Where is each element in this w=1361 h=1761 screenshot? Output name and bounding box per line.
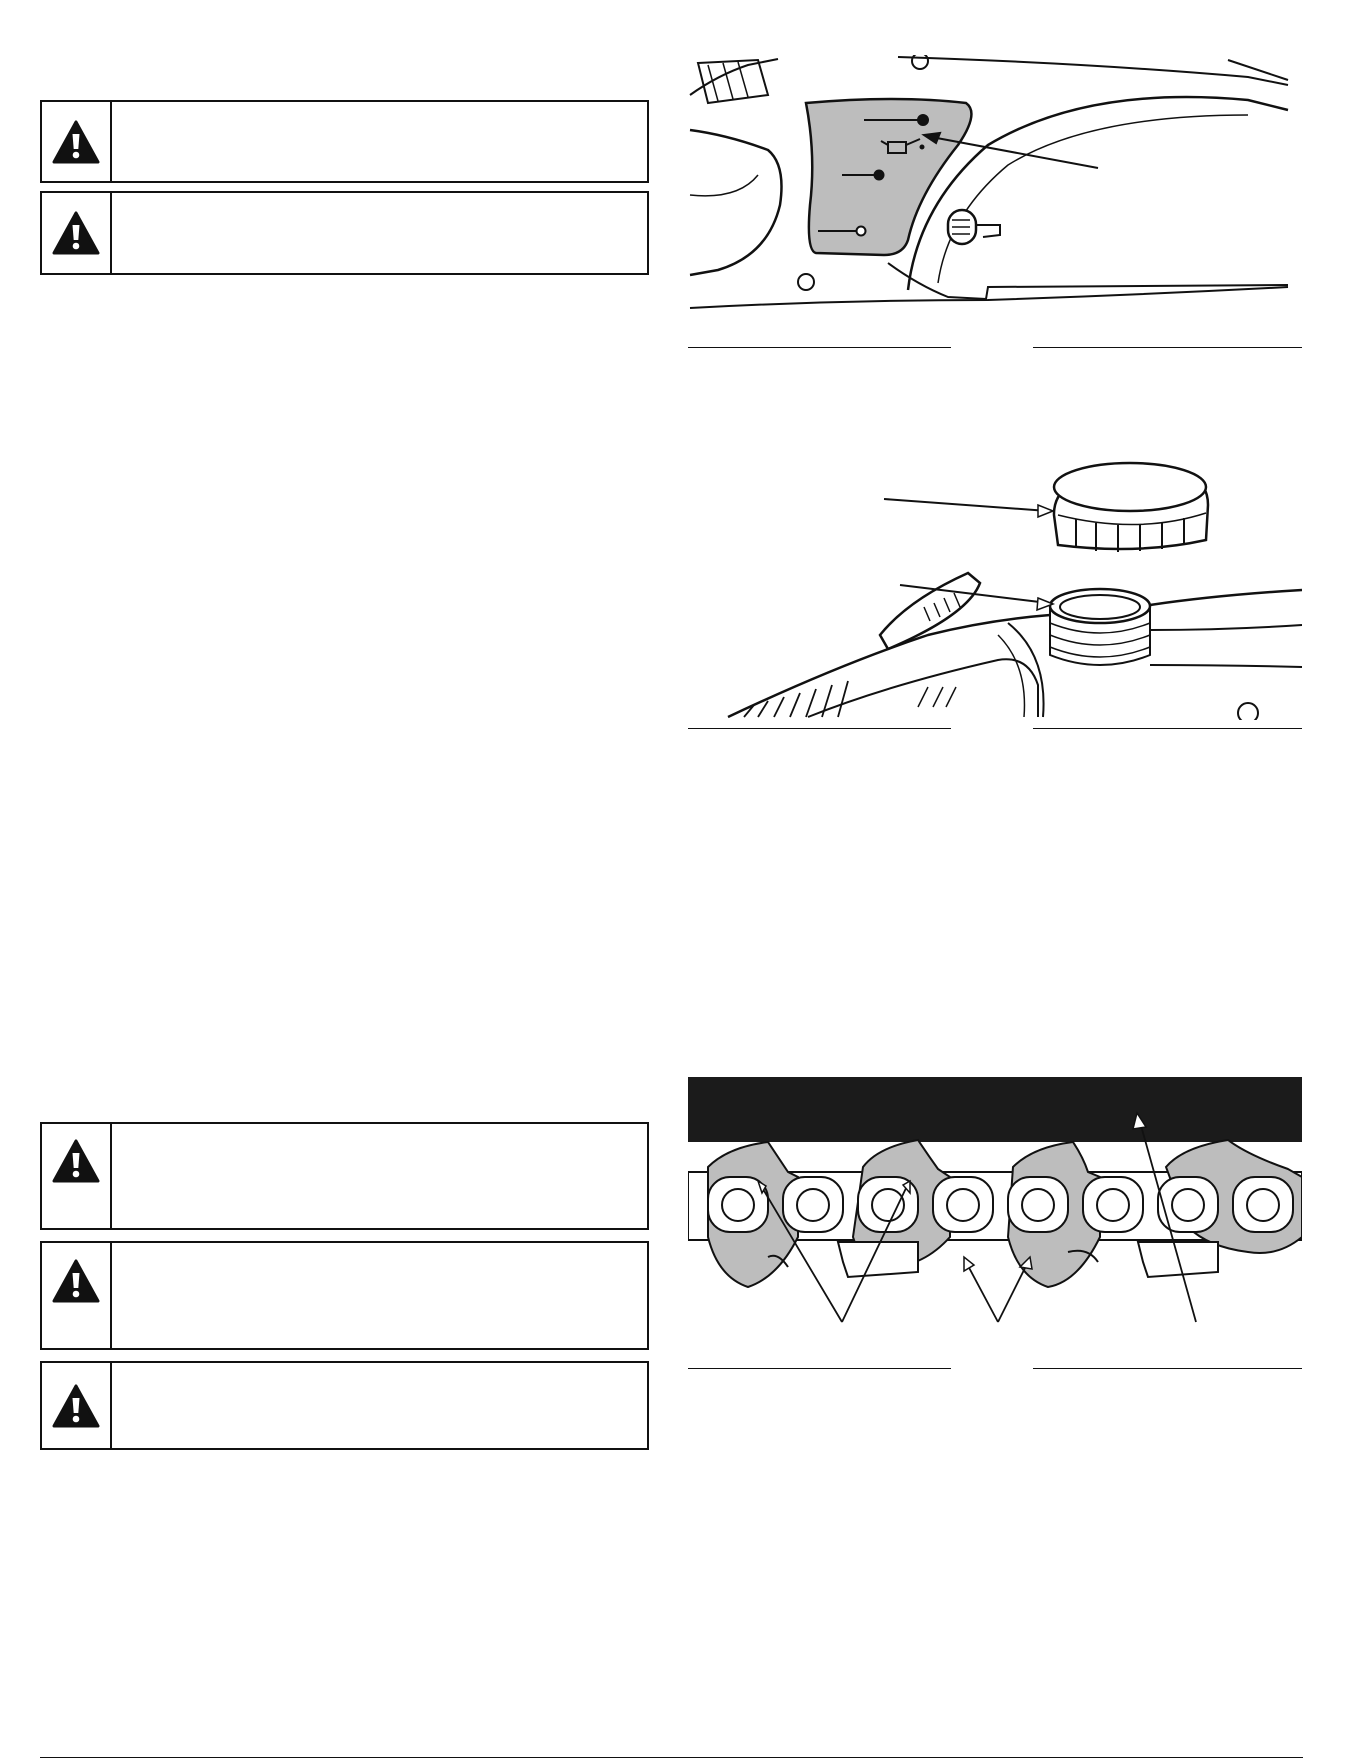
- caption-rule: [688, 1368, 951, 1369]
- warning-text-1: [112, 102, 647, 181]
- saw-chain-figure: [688, 1077, 1302, 1337]
- warning-box-1: [40, 100, 649, 183]
- footer-rule: [40, 1757, 1303, 1758]
- warning-triangle-icon: [52, 119, 100, 165]
- warning-box-3: [40, 1122, 649, 1230]
- warning-text-4: [112, 1243, 647, 1348]
- caption-rule: [1033, 1368, 1302, 1369]
- warning-triangle-icon: [52, 1383, 100, 1429]
- caption-rule: [1033, 728, 1302, 729]
- oil-level-window-figure: [688, 55, 1302, 315]
- warning-text-2: [112, 193, 647, 273]
- warning-text-3: [112, 1124, 647, 1228]
- caption-rule: [688, 347, 951, 348]
- warning-box-2: [40, 191, 649, 275]
- warning-box-4: [40, 1241, 649, 1350]
- oil-tank-filler-neck: [1050, 589, 1150, 665]
- caption-rule: [1033, 347, 1302, 348]
- warning-triangle-icon: [52, 210, 100, 256]
- oil-tank-cap-figure: [688, 455, 1302, 720]
- warning-triangle-icon: [52, 1138, 100, 1184]
- warning-text-5: [112, 1363, 647, 1448]
- caption-rule: [688, 728, 951, 729]
- warning-box-5: [40, 1361, 649, 1450]
- oil-tank-cap: [1054, 463, 1208, 552]
- warning-triangle-icon: [52, 1258, 100, 1304]
